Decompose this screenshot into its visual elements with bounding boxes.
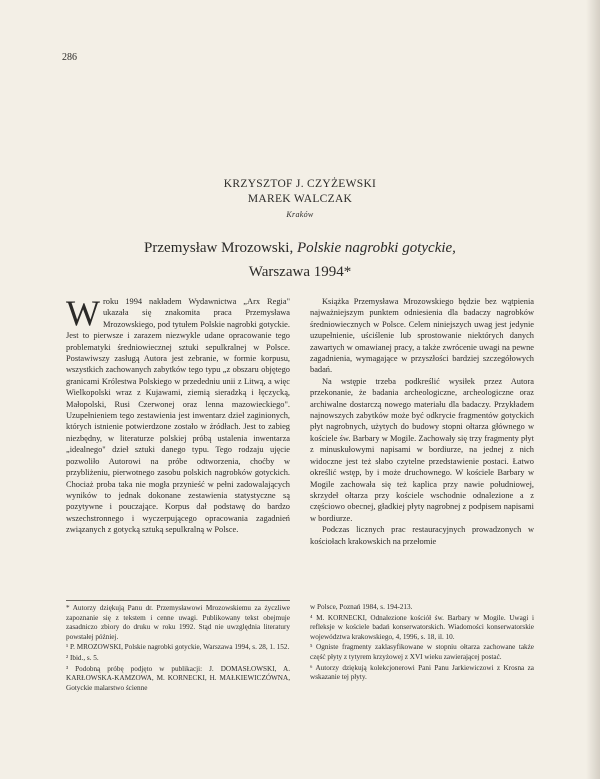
author-name-1: KRZYSZTOF J. CZYŻEWSKI [223, 178, 377, 190]
author-name-2: MAREK WALCZAK [247, 193, 353, 205]
title-place-year: Warszawa 1994* [248, 264, 352, 280]
page-number: 286 [62, 52, 77, 63]
author-block [0, 177, 600, 222]
footnote: ⁶ Autorzy dziękują kolekcjonerowi Pani Panu Jarkiewiczowi z Krosna za wskazanie tej płyty. [310, 663, 534, 682]
footnotes-right [310, 600, 534, 684]
footnote: ³ Podobną próbę podjęto w publikacji: J. DOMASŁOWSKI, A. KARŁOWSKA-KAMZOWA, M. KORNECKI, H. MAŁKIEWICZÓWNA, Gotyckie malarstwo ścienne [66, 664, 290, 692]
review-title [60, 236, 540, 284]
footnote: ⁵ Ogniste fragmenty zaklasyfikowane w stopniu ołtarza zachowane także część płyty z tytyrem krzyżowej z XVI wieku zawierającej postać. [310, 643, 534, 661]
left-column [66, 293, 290, 536]
page-edge-shadow [586, 0, 600, 779]
right-column [310, 296, 534, 547]
paragraph: Książka Przemysława Mrozowskiego będzie bez wątpienia najważniejszym punktem odniesienia dla badaczy nagrobków średniowiecznych w Polsce. Celem niniejszych uwag jest jedynie uzupełnienie, uściślenie lub sprostowanie niektórych danych zawartych w omawianej pracy, a także zwrócenie uwagi na pewne zagadnienia, wymagające w przyszłości bardziej szczegółowych badań. [310, 297, 534, 375]
drop-cap: W [66, 293, 100, 333]
affiliation: Kraków [286, 210, 314, 219]
footnote: ⁴ M. KORNECKI, Odnalezione kościół św. Barbary w Mogile. Uwagi i refleksje w kościele badań konserwatorskich. Wiadomości konserwatorskie województwa krakowskiego, 4, 1996, s. 18, il. 10. [310, 613, 534, 641]
footnotes-left [66, 600, 290, 694]
footnote: w Polsce, Poznań 1984, s. 194-213. [310, 603, 413, 611]
title-book: Polskie nagrobki gotyckie, [296, 240, 456, 256]
footnote: * Autorzy dziękują Panu dr. Przemysławowi Mrozowskiemu za życzliwe zapoznanie się z tekstem i cenne uwagi. Publikowany tekst obejmuje zasadniczo zbiory do druku w roku 1992. Stąd nie uwzględnia literatury powstałej później. [66, 604, 290, 641]
paragraph: Wroku 1994 nakładem Wydawnictwa „Arx Regia" ukazała się znakomita praca Przemysława Mrozowskiego, pod tytułem Polskie nagrobki gotyckie. Jest to pierwsze i zarazem niezwykle udane opracowanie tego problematyki średniowiecznej sztuki sepulkralnej w Polsce. Postawiwszy zasługą Autora jest zebranie, w formie korpusu, wszystkich zachowanych zabytków tego typu „z obszaru objętego granicami Królestwa Polskiego w przededniu unii z Litwą, a więc Wielkopolski wraz z Kujawami, ziemią sieradzką i łęczycką, Małopolski, Rusi Czerwonej oraz lenna mazowieckiego". Uzupełnieniem tego zestawienia jest inwentarz dzieł zaginionych, których istnienie potwierdzone zostało w źródłach. Jest to zabieg niezbędny, w literaturze polskiej próbą ustalenia inwentarza „idealnego" dzieł sztuki danego typu. Tego rodzaju ujęcie pozwoliło Autorowi na próbe odtworzenia, choćby w przybliżeniu, pierwotnego zasobu polskich nagrobków gotyckich. Chociaż proba taka nie mogła przynieść w pełni zadowalających wyników to jednak dokonane zestawienia statystyczne są pozytywne i pouczające. Korpus dał podstawę do bardzo wszechstronnego i wyczerpującego opracowania zagadnień związanych z gotycką sztuką sepulkralną w Polsce. [66, 293, 290, 535]
paragraph: Na wstępie trzeba podkreślić wysiłek przez Autora przekonanie, że badania archeologiczne, archeologiczne oraz archiwalne dostarczą nowego materiału dla badaczy. Przykładem najnowszych zabytków może być odkrycie fragmentów gotyckich płyt nagrobnych, użytych do budowy stopni ołtarza głównego w kościele św. Barbary w Mogile. Zachowały się trzy fragmenty płyt z minuskułowymi napisami w bordiurze, na jednej z nich widoczne jest też słabo czytelne przedstawienie postaci. Łatwo określić wstęp, by i może druchownego. W kościele Barbary w Mogile zachowała się też kaplica przy nawie południowej, skrzydeł ołtarza przy kościele wschodnie odnalezione a z częściowo obecnej, gładkiej płyty nagrobnej z podpisem napisami w bordiurze. [310, 376, 534, 523]
footnote: ² Ibid., s. 5. [66, 653, 99, 662]
paragraph: Podczas licznych prac restauracyjnych prowadzonych w kościołach krakowskich na przełomie [310, 525, 534, 546]
title-author: Przemysław Mrozowski, [144, 240, 294, 256]
footnote: ¹ P. MROZOWSKI, Polskie nagrobki gotyckie, Warszawa 1994, s. 28, 1. 152. [66, 643, 290, 652]
